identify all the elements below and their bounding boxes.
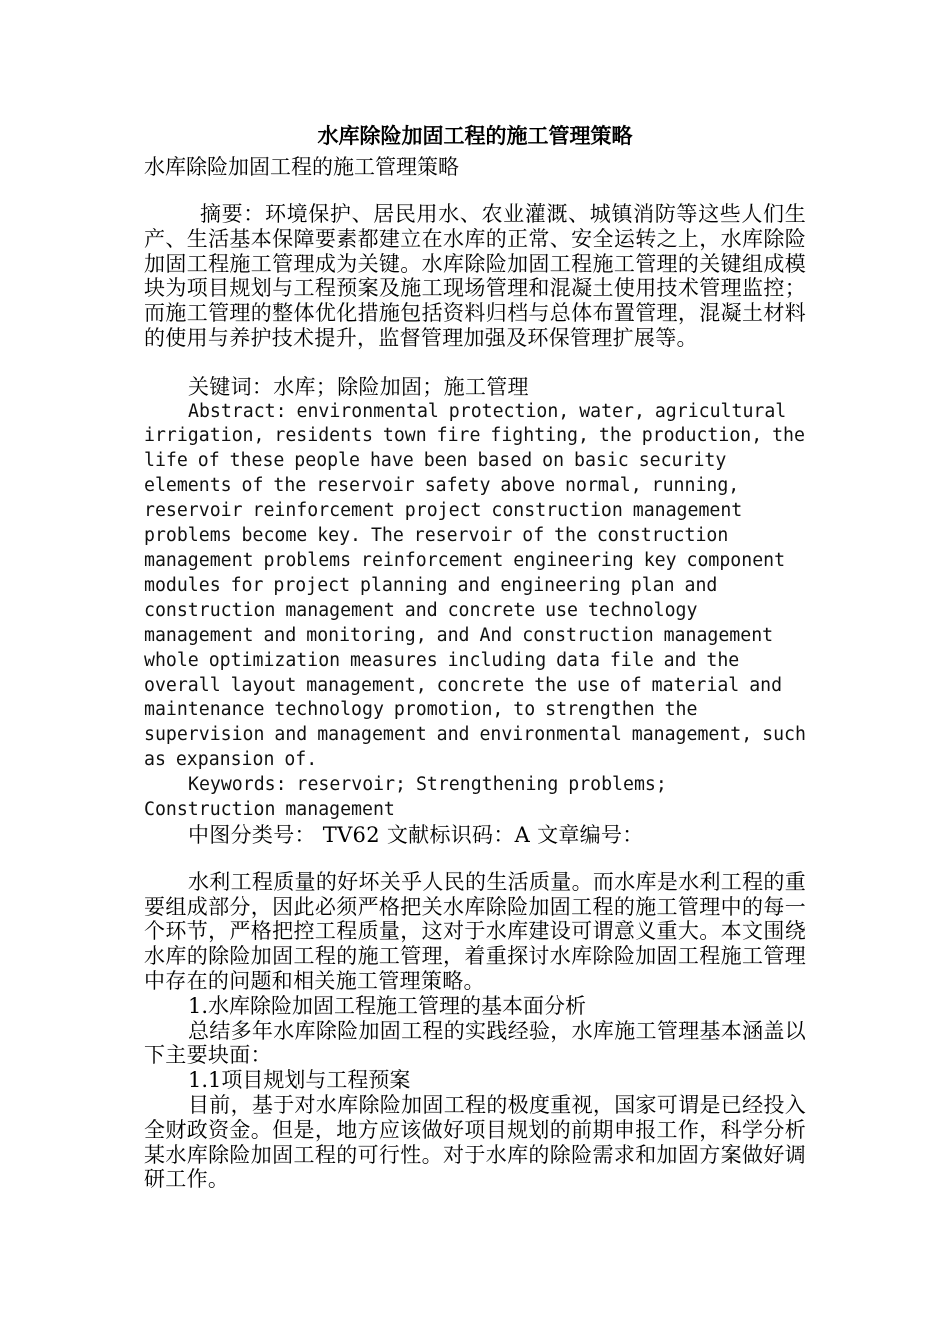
- classification-line: 中图分类号： TV62 文献标识码：A 文章编号：: [188, 822, 644, 847]
- spacer: [144, 848, 806, 870]
- spacer: [144, 180, 806, 202]
- section-1-body: 总结多年水库除险加固工程的实践经验，水库施工管理基本涵盖以下主要块面：: [144, 1018, 806, 1068]
- abstract-en: Abstract: environmental protection, water, agricultural irrigation, residents town fire fighting, the production, the life of these people have been based on basic security elements of the reservoir safety above normal, running, reservoir reinforcement project construction management problems become key. The reservoir of the construction management problems reinforcement engineering key component modules for project planning and engineering plan and construction management and concrete use technology management and monitoring, and And construction management whole optimization measures including data file and the overall layout management, concrete the use of material and maintenance technology promotion, to strengthen the supervision and management and environmental management, such as expansion of.: [144, 400, 806, 771]
- keywords-en: Keywords: reservoir; Strengthening problems; Construction management: [144, 774, 667, 821]
- keywords-cn: 关键词：水库；除险加固；施工管理: [188, 374, 529, 399]
- abstract-cn: 摘要：环境保护、居民用水、农业灌溉、城镇消防等这些人们生产、生活基本保障要素都建立在水库的正常、安全运转之上，水库除险加固工程施工管理成为关键。水库除险加固工程施工管理的关键组成模块为项目规划与工程预案及施工现场管理和混凝土使用技术管理监控；而施工管理的整体优化措施包括资料归档与总体布置管理，混凝土材料的使用与养护技术提升，监督管理加强及环保管理扩展等。: [144, 202, 806, 350]
- document-page: [144, 118, 806, 1192]
- section-1-heading: 1.水库除险加固工程施工管理的基本面分析: [188, 993, 587, 1018]
- spacer: [144, 351, 806, 375]
- intro-paragraph: 水利工程质量的好坏关乎人民的生活质量。而水库是水利工程的重要组成部分，因此必须严格把关水库除险加固工程的施工管理中的每一个环节，严格把控工程质量，这对于水库建设可谓意义重大。本文围绕水库的除险加固工程的施工管理，着重探讨水库除险加固工程施工管理中存在的问题和相关施工管理策略。: [144, 869, 806, 993]
- section-1-1-heading: 1.1项目规划与工程预案: [188, 1068, 411, 1093]
- document-subtitle: 水库除险加固工程的施工管理策略: [144, 155, 459, 179]
- document-title: 水库除险加固工程的施工管理策略: [317, 123, 633, 148]
- section-1-1-body: 目前，基于对水库除险加固工程的极度重视，国家可谓是已经投入全财政资金。但是，地方应该做好项目规划的前期申报工作，科学分析某水库除险加固工程的可行性。对于水库的除险需求和加固方案做好调研工作。: [144, 1092, 806, 1192]
